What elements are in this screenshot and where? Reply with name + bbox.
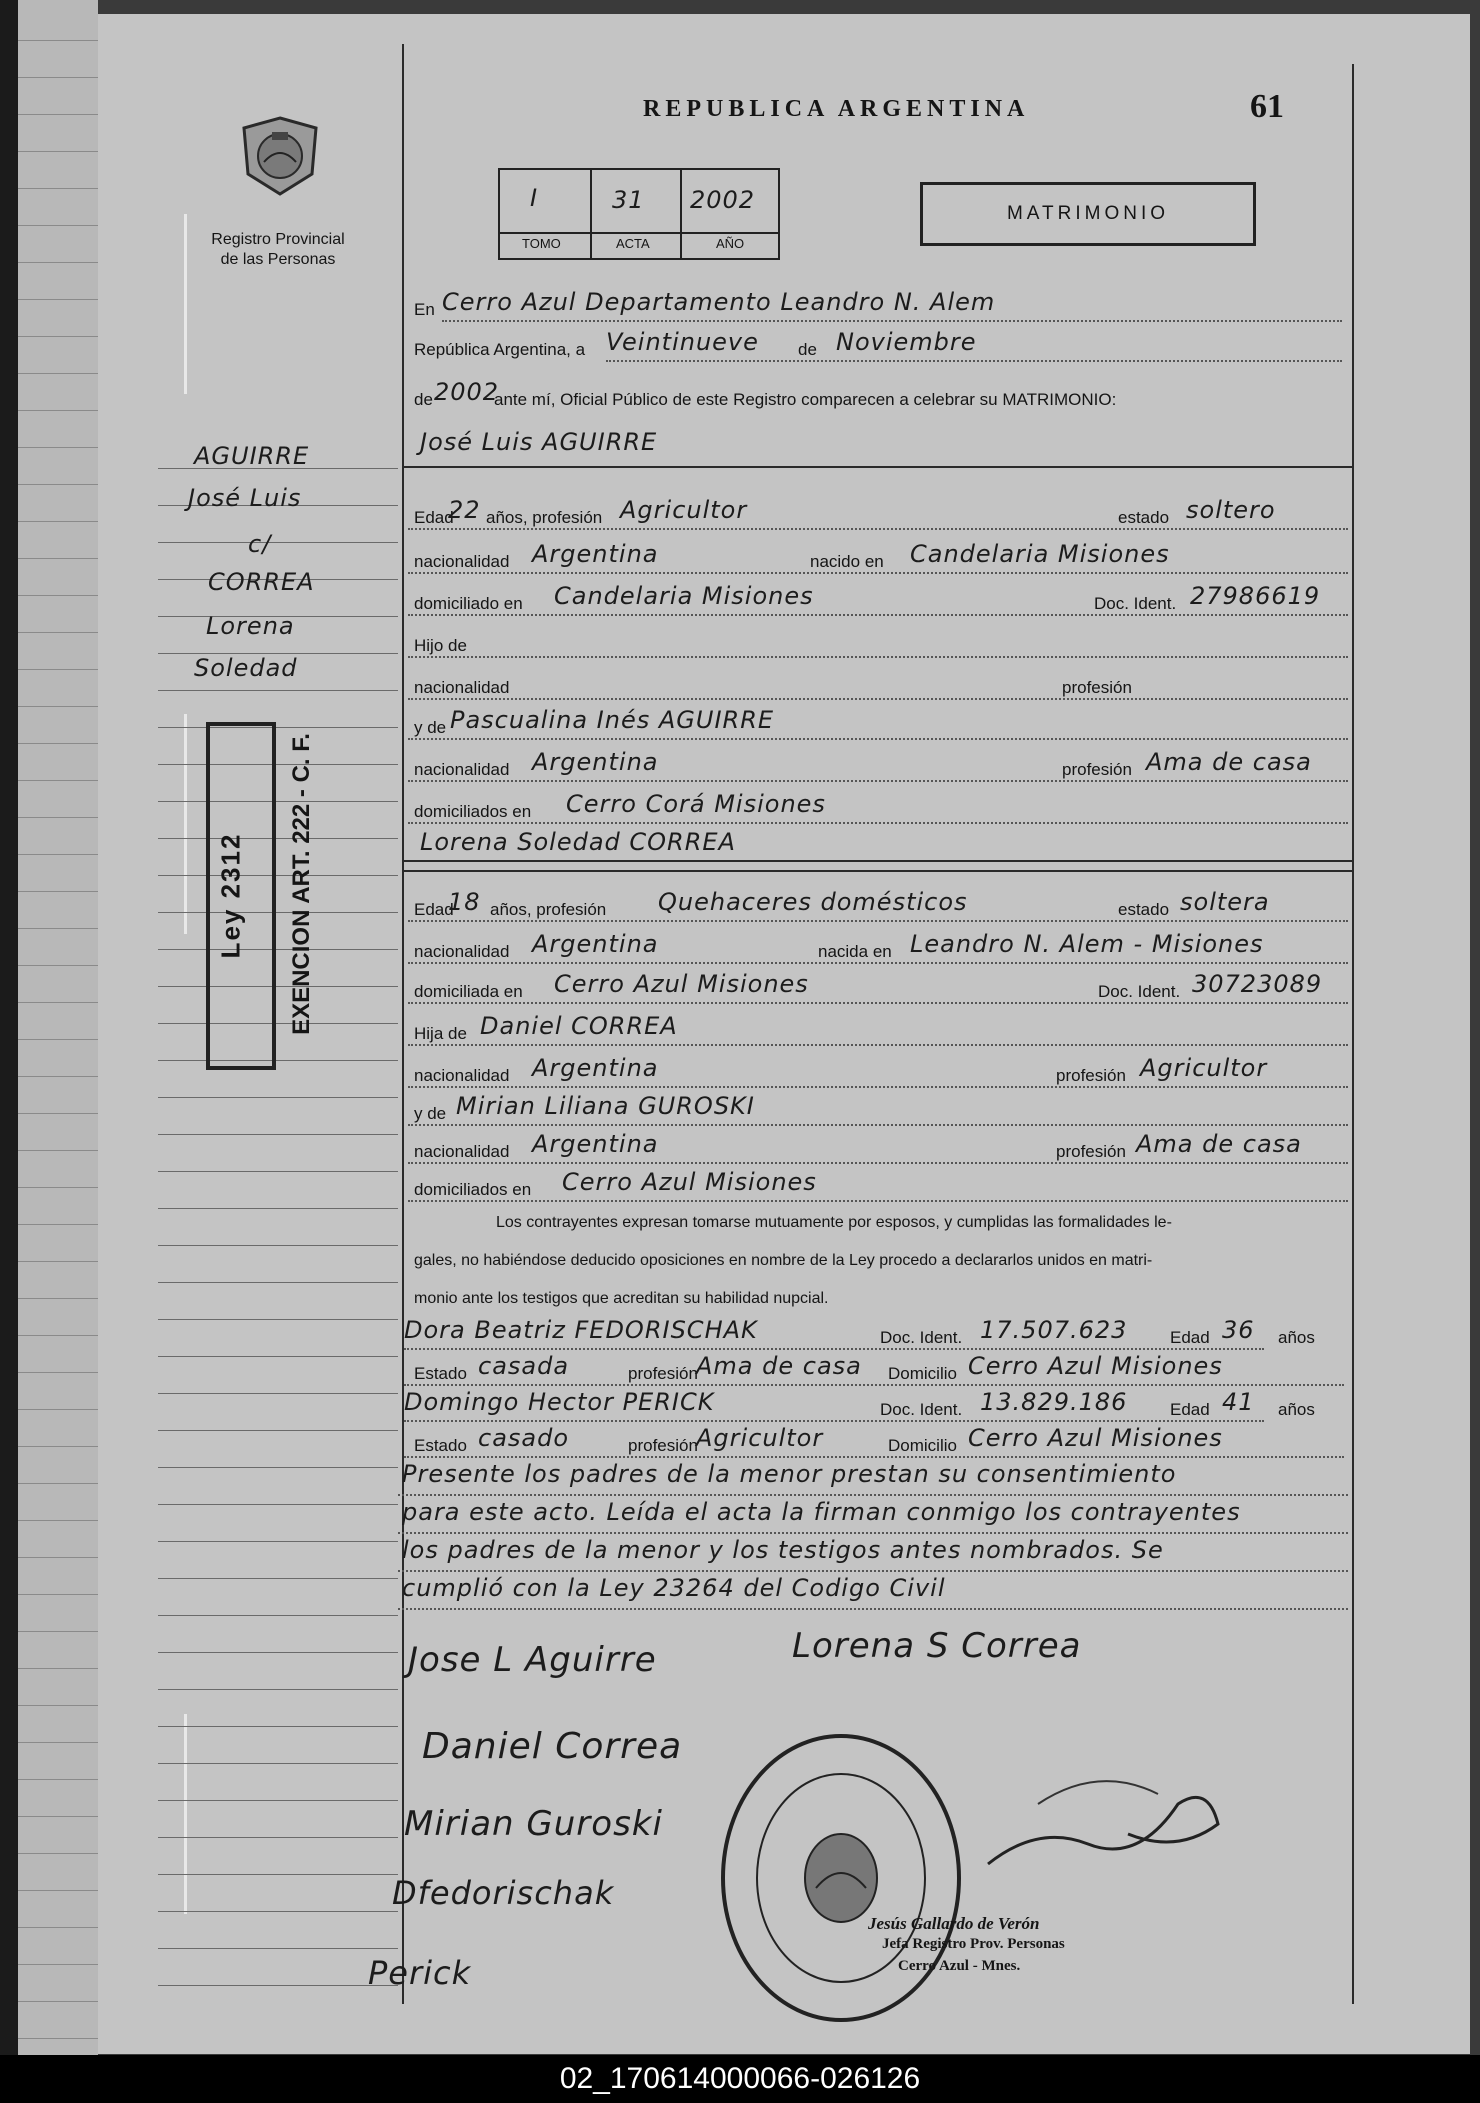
bride-nationality: Argentina [532,930,659,958]
witness-address: Cerro Azul Misiones [968,1352,1223,1380]
margin-rule [158,1615,398,1616]
facing-page-rule [18,1187,98,1188]
facing-page-rule [18,373,98,374]
signature-witness-1: Dfedorischak [392,1874,615,1912]
margin-rule [158,1541,398,1542]
note-line: para este acto. Leída el acta la firman conmigo los contrayentes [402,1498,1241,1526]
note-line: Presente los padres de la menor prestan su consentimiento [402,1460,1177,1488]
margin-rule [158,1911,398,1912]
bride-address: Cerro Azul Misiones [554,970,809,998]
bride-father-nationality: Argentina [532,1054,659,1082]
facing-page-rule [18,1964,98,1965]
facing-page-edge [18,0,98,2055]
dotted-line [408,1044,1348,1046]
dotted-line [442,320,1342,322]
domiciliados-label: domiciliados en [414,1180,532,1199]
edad-label: Edad [1170,1400,1210,1419]
binding-thread [184,1714,187,1914]
margin-rule [158,1504,398,1505]
nacionalidad-label: nacionalidad [414,678,510,697]
margin-rule [158,1874,398,1875]
official-title: Jefa Registro Prov. Personas [882,1936,1065,1952]
bride-birthplace: Leandro N. Alem - Misiones [910,930,1264,958]
facing-page-rule [18,225,98,226]
official-name: Jesús Gallardo de Verón [868,1914,1040,1933]
facing-page-rule [18,2001,98,2002]
record-type-box [920,182,1256,246]
facing-page-rule [18,669,98,670]
nacionalidad-label: nacionalidad [414,1142,510,1161]
declaration-paragraph-line: monio ante los testigos que acreditan su habilidad nupcial. [414,1290,829,1307]
facing-page-rule [18,965,98,966]
dotted-line [398,1570,1348,1572]
dotted-line [408,1162,1348,1164]
doc-label: Doc. Ident. [1098,982,1181,1001]
groom-name: José Luis AGUIRRE [420,428,658,456]
signature-mother: Mirian Guroski [404,1804,663,1844]
witness-address: Cerro Azul Misiones [968,1424,1223,1452]
record-type: MATRIMONIO [1006,203,1170,224]
margin-name-line: CORREA [208,568,315,596]
bride-parents-address: Cerro Azul Misiones [562,1168,817,1196]
facing-page-rule [18,780,98,781]
domiciliado-label: domiciliado en [414,594,523,613]
margin-rule [158,912,398,913]
de2-label: de [414,390,433,409]
tomo-value: I [530,184,539,212]
day-value: Veintinueve [606,328,759,356]
margin-rule [158,727,398,728]
tax-exemption-stamp [206,722,276,1070]
witness-profession: Ama de casa [696,1352,862,1380]
facing-page-rule [18,1594,98,1595]
estado-label: Estado [414,1364,467,1383]
dotted-line [408,822,1348,824]
facing-page-rule [18,1076,98,1077]
witness-doc-number: 13.829.186 [980,1388,1128,1416]
acta-value: 31 [612,186,645,214]
facing-page-rule [18,854,98,855]
facing-page-rule [18,447,98,448]
right-border-line [1352,64,1354,2004]
margin-rule [158,1356,398,1357]
dotted-line [408,1002,1348,1004]
facing-page-rule [18,188,98,189]
dotted-line [408,738,1348,740]
margin-rule [158,690,398,691]
official-signature-icon [978,1764,1238,1884]
page-number: 61 [1250,88,1284,125]
declaration-paragraph-line: gales, no habiéndose deducido oposiciones en nombre de la Ley procedo a declararlos unidos en matri- [414,1252,1153,1269]
witness-profession: Agricultor [696,1424,824,1452]
margin-rule [158,1319,398,1320]
edad-label: Edad [1170,1328,1210,1347]
facing-page-rule [18,1631,98,1632]
groom-birthplace: Candelaria Misiones [910,540,1170,568]
nacida-label: nacida en [818,942,892,961]
acta-label: ACTA [616,236,650,251]
bride-age: 18 [448,888,481,916]
margin-rule [158,1245,398,1246]
margin-rule [158,1652,398,1653]
groom-address: Candelaria Misiones [554,582,814,610]
groom-nationality: Argentina [532,540,659,568]
footer-image-id: 02_170614000066-026126 [0,2055,1480,2103]
facing-page-rule [18,521,98,522]
margin-rule [158,1948,398,1949]
facing-page-rule [18,1298,98,1299]
facing-page-rule [18,1890,98,1891]
estado-label: estado [1118,900,1170,919]
facing-page-rule [18,1668,98,1669]
doc-label: Doc. Ident. [1094,594,1177,613]
record-number-box [498,168,780,260]
bride-father-profession: Agricultor [1140,1054,1268,1082]
bride-mother: Mirian Liliana GUROSKI [456,1092,755,1120]
profesion-label: profesión [1062,760,1132,779]
facing-page-rule [18,1409,98,1410]
republica-label: República Argentina, a [414,340,586,359]
dotted-line [408,962,1348,964]
dotted-line [408,1124,1348,1126]
dotted-line [398,1608,1348,1610]
margin-rule [158,1097,398,1098]
dotted-line [398,1494,1348,1496]
dotted-line [404,1384,1344,1386]
witness-marital-status: casada [478,1352,570,1380]
dotted-line [408,698,1348,700]
dotted-line [408,572,1348,574]
book-spine [0,0,18,2055]
bride-profession: Quehaceres domésticos [658,888,968,916]
nacionalidad-label: nacionalidad [414,1066,510,1085]
facing-page-rule [18,1483,98,1484]
witness-name: Domingo Hector PERICK [404,1388,715,1416]
facing-page-rule [18,1261,98,1262]
facing-page-rule [18,1224,98,1225]
margin-rule [158,1800,398,1801]
en-label: En [414,300,435,319]
facing-page-rule [18,1705,98,1706]
facing-page-rule [18,928,98,929]
registry-name: Registro Provincial de las Personas [211,231,345,268]
signature-bride: Lorena S Correa [792,1626,1082,1666]
facing-page-rule [18,1557,98,1558]
margin-rule [158,1134,398,1135]
dotted-line [408,1086,1348,1088]
stamp-exemption: EXENCION ART. 222 - C. F. [288,733,315,1035]
facing-page-rule [18,1520,98,1521]
margin-name-line: c/ [248,530,272,558]
facing-page-rule [18,1372,98,1373]
bride-marital-status: soltera [1180,888,1270,916]
margin-rule [158,1171,398,1172]
facing-page-rule [18,1335,98,1336]
facing-page-rule [18,743,98,744]
month-value: Noviembre [836,328,977,356]
profesion-label: profesión [628,1436,698,1455]
facing-page-rule [18,1002,98,1003]
dotted-line [404,1456,1344,1458]
facing-page-rule [18,1039,98,1040]
margin-rule [158,986,398,987]
margin-rule [158,1060,398,1061]
de-label: de [798,340,817,359]
facing-page-rule [18,484,98,485]
dotted-line [408,614,1348,616]
y-de-label: y de [414,718,447,737]
nacionalidad-label: nacionalidad [414,760,510,779]
bride-mother-nationality: Argentina [532,1130,659,1158]
doc-label: Doc. Ident. [880,1328,963,1347]
groom-profession: Agricultor [620,496,748,524]
section-rule [404,860,1354,862]
groom-marital-status: soltero [1186,496,1276,524]
edad-label: Edad [414,508,454,527]
facing-page-rule [18,1853,98,1854]
margin-rule [158,1837,398,1838]
bride-doc-number: 30723089 [1192,970,1323,998]
note-line: cumplió con la Ley 23264 del Codigo Civil [402,1574,946,1602]
margin-rule [158,875,398,876]
margin-rule [158,801,398,802]
edad-label: Edad [414,900,454,919]
facing-page-rule [18,336,98,337]
estado-label: Estado [414,1436,467,1455]
margin-rule [158,542,398,543]
margin-rule [158,1689,398,1690]
groom-parents-address: Cerro Corá Misiones [566,790,826,818]
year-value: 2002 [434,378,500,406]
declaration-paragraph-line: Los contrayentes expresan tomarse mutuamente por esposos, y cumplidas las formalidades le- [496,1214,1172,1231]
signature-father: Daniel Correa [422,1726,683,1767]
facing-page-rule [18,1779,98,1780]
witness-doc-number: 17.507.623 [980,1316,1128,1344]
facing-page-rule [18,262,98,263]
nacionalidad-label: nacionalidad [414,942,510,961]
margin-rule [158,1282,398,1283]
witness-age: 36 [1222,1316,1255,1344]
tomo-label: TOMO [522,236,561,251]
profesion-label: profesión [628,1364,698,1383]
facing-page-rule [18,1816,98,1817]
declaration-intro: ante mí, Oficial Público de este Registro comparecen a celebrar su MATRIMONIO: [494,390,1117,409]
doc-label: Doc. Ident. [880,1400,963,1419]
ano-label: AÑO [716,236,745,251]
margin-rule [158,1430,398,1431]
groom-age: 22 [448,496,481,524]
note-line: los padres de la menor y los testigos antes nombrados. Se [402,1536,1164,1564]
profesion-label: años, profesión [486,508,603,527]
facing-page-rule [18,891,98,892]
witness-marital-status: casado [478,1424,570,1452]
margin-name-line: AGUIRRE [194,442,310,470]
domiciliados-label: domiciliados en [414,802,532,821]
domicilio-label: Domicilio [888,1364,957,1383]
facing-page-rule [18,706,98,707]
margin-rule [158,1393,398,1394]
facing-page-rule [18,1150,98,1151]
ano-value: 2002 [690,186,756,214]
margin-rule [158,1578,398,1579]
bride-father: Daniel CORREA [480,1012,678,1040]
place-value: Cerro Azul Departamento Leandro N. Alem [442,288,996,316]
groom-mother: Pascualina Inés AGUIRRE [450,706,775,734]
signature-groom: Jose L Aguirre [408,1640,657,1680]
margin-rule [158,1208,398,1209]
domicilio-label: Domicilio [888,1436,957,1455]
groom-mother-nationality: Argentina [532,748,659,776]
groom-mother-profession: Ama de casa [1146,748,1312,776]
dotted-line [404,1420,1264,1422]
witness-age: 41 [1222,1388,1255,1416]
section-rule [404,466,1354,468]
section-rule [404,870,1354,872]
binding-thread [184,714,187,934]
groom-doc-number: 27986619 [1190,582,1321,610]
registry-round-seal-icon [716,1728,966,2028]
margin-column-line [402,44,404,2004]
margin-rule [158,764,398,765]
domiciliada-label: domiciliada en [414,982,523,1001]
facing-page-rule [18,299,98,300]
bride-name: Lorena Soledad CORREA [420,828,736,856]
facing-page-rule [18,558,98,559]
facing-page-rule [18,114,98,115]
estado-label: estado [1118,508,1170,527]
facing-page-rule [18,1742,98,1743]
nacionalidad-label: nacionalidad [414,552,510,571]
facing-page-rule [18,77,98,78]
dotted-line [606,360,1342,362]
margin-rule [158,949,398,950]
facing-page-rule [18,1113,98,1114]
facing-page-rule [18,817,98,818]
nacido-label: nacido en [810,552,884,571]
dotted-line [408,656,1348,658]
margin-rule [158,1763,398,1764]
facing-page-rule [18,2038,98,2039]
signature-witness-2: Perick [368,1954,472,1992]
official-location: Cerro Azul - Mnes. [898,1958,1021,1974]
anos-label: años [1278,1400,1315,1419]
facing-page-rule [18,40,98,41]
hija-label: Hija de [414,1024,467,1043]
margin-rule [158,1023,398,1024]
margin-rule [158,1467,398,1468]
margin-rule [158,838,398,839]
facing-page-rule [18,1446,98,1447]
dotted-line [408,920,1348,922]
anos-label: años [1278,1328,1315,1347]
dotted-line [398,1532,1348,1534]
register-page [98,14,1470,2054]
dotted-line [408,528,1348,530]
dotted-line [404,1348,1264,1350]
facing-page-rule [18,632,98,633]
profesion-label: años, profesión [490,900,607,919]
dotted-line [408,780,1348,782]
facing-page-rule [18,595,98,596]
stamp-law: Ley 2312 [215,832,246,959]
profesion-label: profesión [1056,1142,1126,1161]
margin-name-line: José Luis [188,484,302,512]
margin-name-line: Soledad [194,654,298,682]
country-title: REPUBLICA ARGENTINA [643,96,1030,122]
facing-page-rule [18,1927,98,1928]
margin-name-line: Lorena [206,612,295,640]
margin-rule [158,1985,398,1986]
facing-page-rule [18,151,98,152]
y-de-label: y de [414,1104,447,1123]
margin-rule [158,1726,398,1727]
provincial-seal-icon [238,114,322,198]
profesion-label: profesión [1062,678,1132,697]
facing-page-rule [18,410,98,411]
witness-name: Dora Beatriz FEDORISCHAK [404,1316,758,1344]
bride-mother-profession: Ama de casa [1136,1130,1302,1158]
hijo-label: Hijo de [414,636,467,655]
profesion-label: profesión [1056,1066,1126,1085]
dotted-line [408,1200,1348,1202]
